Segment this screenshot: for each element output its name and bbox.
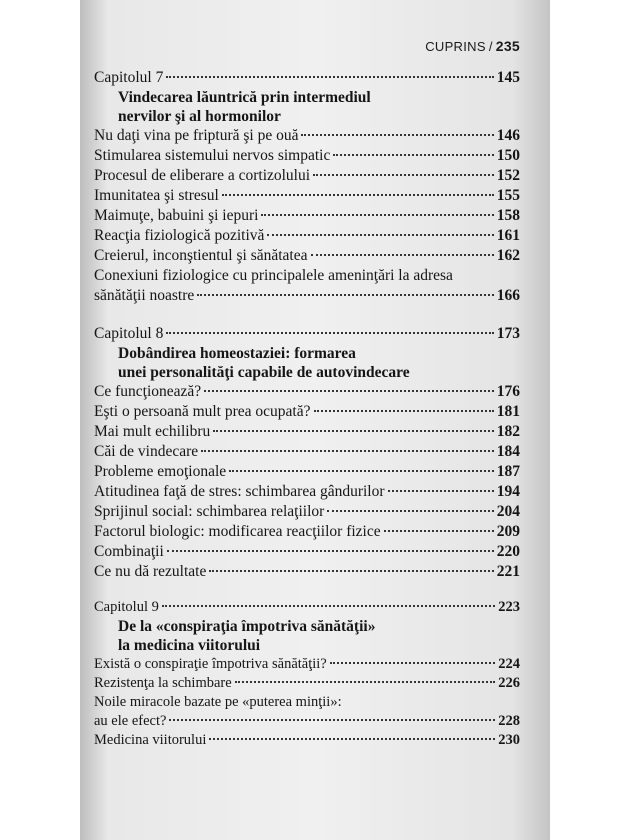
chapter-title: Vindecarea lăuntrică prin intermediul [118, 89, 371, 106]
page-number: 176 [496, 383, 520, 400]
toc-entry-text: Ce funcţionează? [94, 383, 202, 400]
dot-leader [166, 332, 493, 334]
dot-leader [330, 662, 496, 664]
toc-entry-text: Creierul, inconştientul şi sănătatea [94, 247, 308, 264]
dot-leader [209, 738, 495, 740]
dot-leader [388, 490, 494, 492]
toc-entry-text: Medicina viitorului [94, 732, 207, 748]
page-number: 209 [496, 523, 520, 540]
dot-leader [166, 76, 493, 78]
page-number: 226 [498, 675, 520, 691]
dot-leader [267, 234, 493, 236]
chapter-7-entries [94, 126, 520, 266]
toc-entry-text: sănătăţii noastre [94, 287, 195, 304]
toc-entry [94, 382, 520, 402]
toc-entry [94, 562, 520, 582]
toc-entry [94, 126, 520, 146]
toc-entry-text: Mai mult echilibru [94, 423, 211, 440]
table-of-contents [94, 68, 520, 750]
page-number: 228 [498, 713, 520, 729]
page-number: 155 [496, 187, 520, 204]
page-number: 194 [496, 483, 520, 500]
chapter-title: la medicina viitorului [118, 637, 261, 654]
page-number: 221 [496, 563, 520, 580]
dot-leader [313, 174, 494, 176]
dot-leader [197, 294, 493, 296]
dot-leader [311, 254, 494, 256]
dot-leader [167, 550, 494, 552]
dot-leader [235, 681, 496, 683]
toc-entry [94, 442, 520, 462]
page-number: 184 [496, 443, 520, 460]
page-number: 146 [496, 127, 520, 144]
toc-entry-text: Eşti o persoană mult prea ocupată? [94, 403, 311, 420]
dot-leader [384, 530, 494, 532]
dot-leader [229, 470, 494, 472]
toc-entry-text: Căi de vindecare [94, 443, 199, 460]
toc-entry [94, 655, 520, 674]
chapter-9-entries [94, 655, 520, 693]
page-number: 181 [496, 403, 520, 420]
toc-entry [94, 246, 520, 266]
toc-entry-text: Factorul biologic: modificarea reacţiilor fizice [94, 523, 381, 540]
page-number: 161 [496, 227, 520, 244]
toc-entry-text: Maimuţe, babuini şi iepuri [94, 207, 259, 224]
chapter-9-heading [94, 598, 520, 617]
toc-entry-text: Imunitatea şi stresul [94, 187, 219, 204]
page-number: 162 [496, 247, 520, 264]
toc-entry [94, 186, 520, 206]
dot-leader [222, 194, 494, 196]
chapter-title: unei personalităţi capabile de autovindecare [118, 364, 410, 381]
toc-entry-text: Există o conspiraţie împotriva sănătăţii? [94, 656, 327, 672]
toc-entry-text: Reacţia fiziologică pozitivă [94, 227, 265, 244]
toc-entry-text: Procesul de eliberare a cortizolului [94, 167, 311, 184]
page-number: 187 [496, 463, 520, 480]
dot-leader [327, 510, 493, 512]
header-page-number: 235 [495, 38, 520, 54]
page-number: 220 [496, 543, 520, 560]
chapter-label: Capitolul 8 [94, 325, 164, 342]
page-number: 204 [496, 503, 520, 520]
toc-entry [94, 402, 520, 422]
dot-leader [213, 430, 494, 432]
page-number: 224 [498, 656, 520, 672]
toc-entry [94, 542, 520, 562]
toc-entry-text: Conexiuni fiziologice cu principalele ameninţări la adresa [94, 267, 453, 284]
toc-entry [94, 166, 520, 186]
toc-entry-text: Combinaţii [94, 543, 164, 560]
toc-entry [94, 502, 520, 522]
toc-entry-text: Atitudinea faţă de stres: schimbarea gândurilor [94, 483, 385, 500]
toc-entry-text: Rezistenţa la schimbare [94, 675, 232, 691]
toc-entry-text: Stimularea sistemului nervos simpatic [94, 147, 331, 164]
toc-entry [94, 286, 520, 306]
chapter-label: Capitolul 7 [94, 69, 164, 86]
dot-leader [162, 605, 495, 607]
page-number: 223 [498, 599, 520, 615]
chapter-8-heading [94, 324, 520, 344]
chapter-7-heading [94, 68, 520, 88]
page-number: 150 [496, 147, 520, 164]
dot-leader [204, 390, 494, 392]
chapter-label: Capitolul 9 [94, 599, 159, 615]
dot-leader [201, 450, 494, 452]
toc-entry-text: Probleme emoţionale [94, 463, 227, 480]
chapter-8-entries [94, 382, 520, 582]
toc-entry-text: Noile miracole bazate pe «puterea minţii»: [94, 694, 342, 710]
toc-entry [94, 422, 520, 442]
book-page [80, 0, 550, 840]
toc-entry [94, 462, 520, 482]
page-number: 145 [496, 69, 520, 86]
dot-leader [314, 410, 494, 412]
toc-entry [94, 482, 520, 502]
toc-entry-text: Sprijinul social: schimbarea relaţiilor [94, 503, 325, 520]
page-number: 182 [496, 423, 520, 440]
toc-entry [94, 206, 520, 226]
toc-entry-text: au ele efect? [94, 713, 167, 729]
dot-leader [333, 154, 493, 156]
spacer [94, 582, 520, 598]
toc-entry [94, 731, 520, 750]
page-number: 230 [498, 732, 520, 748]
dot-leader [261, 214, 493, 216]
chapter-title: Dobândirea homeostaziei: formarea [118, 345, 356, 362]
dot-leader [301, 134, 493, 136]
page-number: 166 [496, 287, 520, 304]
page-number: 158 [496, 207, 520, 224]
toc-entry [94, 146, 520, 166]
header-separator: / [488, 39, 493, 54]
spacer [94, 306, 520, 324]
dot-leader [169, 719, 495, 721]
chapter-title: De la «conspiraţia împotriva sănătăţii» [118, 618, 376, 635]
toc-entry-text: Ce nu dă rezultate [94, 563, 207, 580]
page-number: 173 [496, 325, 520, 342]
running-header [425, 38, 520, 54]
toc-entry [94, 522, 520, 542]
toc-entry [94, 226, 520, 246]
toc-entry [94, 712, 520, 731]
toc-entry-text: Nu daţi vina pe friptură şi pe ouă [94, 127, 299, 144]
page-number: 152 [496, 167, 520, 184]
header-title: CUPRINS [425, 39, 486, 54]
dot-leader [209, 570, 493, 572]
chapter-title: nervilor şi al hormonilor [118, 108, 281, 125]
toc-entry [94, 674, 520, 693]
